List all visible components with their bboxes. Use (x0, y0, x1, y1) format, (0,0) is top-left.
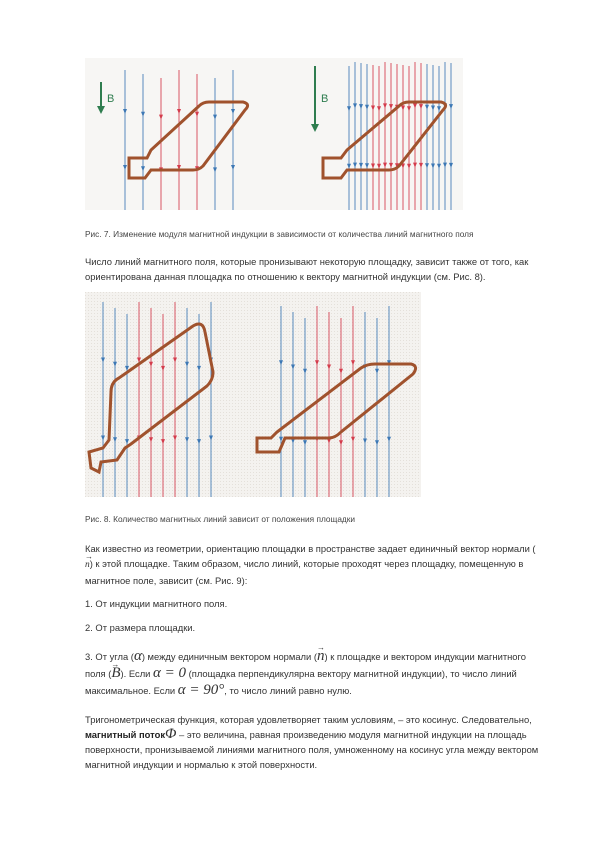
list-item-3-text-c: ) к площадке и вектором индукции магнитного поля ( (85, 651, 526, 679)
list-item-3-text-f: , то число линий равно нулю. (224, 685, 352, 696)
paragraph-3-text-b: – это величина, равная произведению модуля магнитной индукции на площадь поверхности, пронизываемой линиями магнитного поля, умноженному на косинус угла между вектором магнитной индукции и нормалью к этой поверхности. (85, 729, 539, 770)
b-vector-label-left: B (107, 93, 115, 105)
normal-vector-symbol: → n (85, 558, 90, 573)
figure-8-caption: Рис. 8. Количество магнитных линий зависит от положения площадки (85, 514, 356, 524)
normal-vector-symbol: → n (317, 648, 325, 665)
paragraph-3 (85, 712, 540, 772)
induction-vector-symbol: → B (111, 665, 120, 682)
figure-7-caption: Рис. 7. Изменение модуля магнитной индукции в зависимости от количества линий магнитного поля (85, 229, 474, 239)
angle-ninety-formula: α = 90° (177, 682, 225, 698)
list-item-3-text-d: ). Если (120, 668, 154, 679)
list-item-3-text-b: ) между единичным вектором нормали ( (141, 651, 317, 662)
figure-8-image (85, 292, 421, 497)
paragraph-1: Число линий магнитного поля, которые пронизывают некоторую площадку, зависит также от того, как ориентирована данная площадка по отношению к вектору магнитной индукции (см. Рис. 8). (85, 256, 529, 282)
list-item-2: 2. От размера площадки. (85, 622, 196, 633)
b-vector-label-right: B (321, 93, 329, 105)
list-item-3-text-a: 3. От угла ( (85, 651, 134, 662)
magnetic-flux-term: магнитный поток (85, 729, 166, 740)
figure-7-image (85, 58, 463, 210)
paragraph-2 (85, 541, 540, 588)
angle-zero-formula: α = 0 (153, 665, 187, 681)
list-item-3-text-e: (площадка перпендикулярна вектору магнитной индукции), то число линий максимальное. Если (85, 668, 517, 696)
paragraph-2-text-a: Как известно из геометрии, ориентацию площадки в пространстве задает единичный вектор нормали ( (85, 543, 536, 554)
list-item-3 (85, 648, 540, 699)
paragraph-2-text-b: ) к этой площадке. Таким образом, число линий, которые проходят через площадку, помещенную в магнитное поле, зависит (см. Рис. 9): (85, 558, 524, 586)
paragraph-3-text-a: Тригонометрическая функция, которая удовлетворяет таким условиям, – это косинус. Следовательно, (85, 714, 532, 725)
list-item-1: 1. От индукции магнитного поля. (85, 598, 228, 609)
phi-symbol: Φ (165, 726, 177, 742)
alpha-symbol: α (133, 648, 142, 664)
